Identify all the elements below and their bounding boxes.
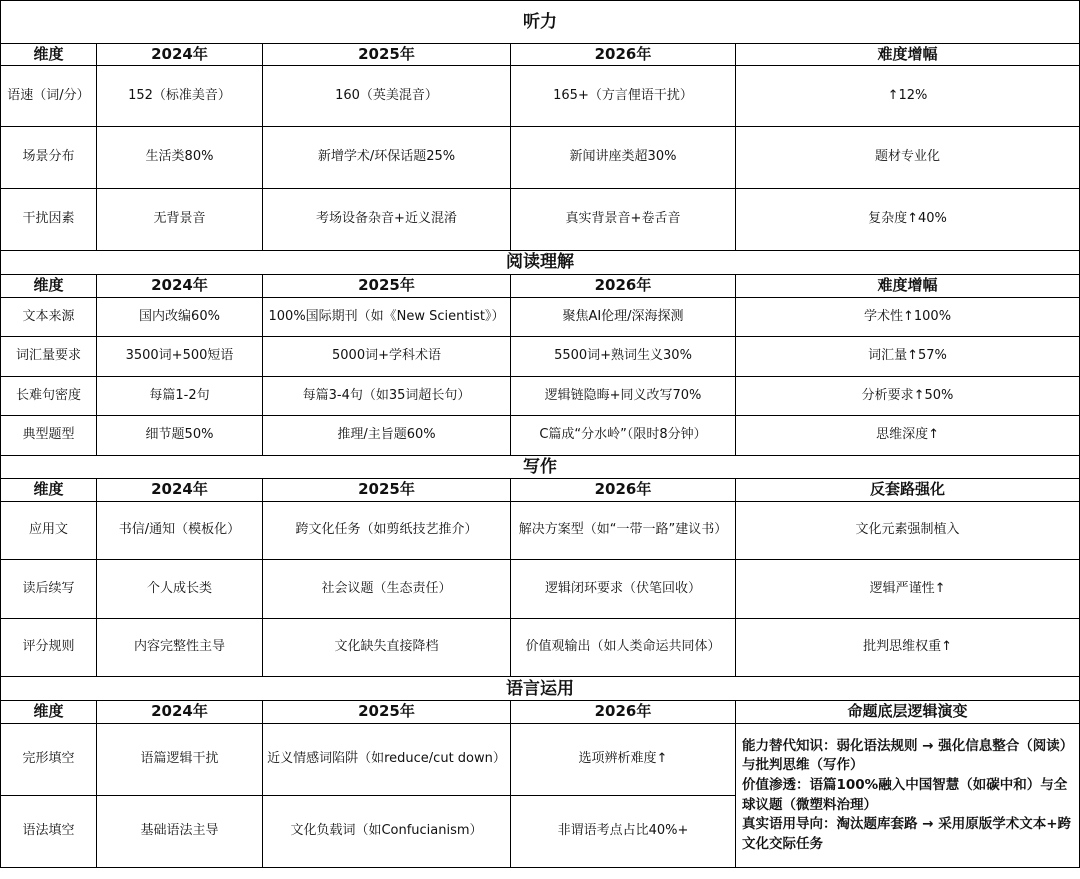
reading-section-row bbox=[1, 251, 1080, 275]
reading-table-cell: 典型题型 bbox=[1, 416, 97, 456]
writing-table-cell: 读后续写 bbox=[1, 560, 97, 619]
language-table-cell: 非谓语考点占比40%+ bbox=[511, 796, 736, 868]
reading-table-cell: 词汇量要求 bbox=[1, 337, 97, 377]
language-header-row bbox=[1, 701, 1080, 724]
reading-column-header: 2025年 bbox=[263, 275, 511, 298]
table-row bbox=[1, 66, 1080, 127]
listening-table-cell: 真实背景音+卷舌音 bbox=[511, 189, 736, 251]
reading-header-row bbox=[1, 275, 1080, 298]
language-column-header: 维度 bbox=[1, 701, 97, 724]
writing-table-cell: 内容完整性主导 bbox=[97, 619, 263, 677]
writing-table-cell: 书信/通知（模板化） bbox=[97, 502, 263, 560]
logic-evolution-cell bbox=[736, 724, 1080, 868]
reading-table-cell: 细节题50% bbox=[97, 416, 263, 456]
listening-table-cell: 新闻讲座类超30% bbox=[511, 127, 736, 189]
writing-table-cell: 文化缺失直接降档 bbox=[263, 619, 511, 677]
table-row bbox=[1, 502, 1080, 560]
listening-table-cell: 生活类80% bbox=[97, 127, 263, 189]
language-table-cell: 完形填空 bbox=[1, 724, 97, 796]
language-table-cell: 近义情感词陷阱（如reduce/cut down） bbox=[263, 724, 511, 796]
listening-table-cell: 160（英美混音） bbox=[263, 66, 511, 127]
table-row bbox=[1, 298, 1080, 337]
listening-table-cell: 场景分布 bbox=[1, 127, 97, 189]
table-row bbox=[1, 337, 1080, 377]
table-row bbox=[1, 619, 1080, 677]
language-column-header: 2024年 bbox=[97, 701, 263, 724]
writing-column-header: 反套路强化 bbox=[736, 479, 1080, 502]
listening-table-cell: 干扰因素 bbox=[1, 189, 97, 251]
reading-table-cell: 思维深度↑ bbox=[736, 416, 1080, 456]
writing-table-cell: 应用文 bbox=[1, 502, 97, 560]
reading-section-title: 阅读理解 bbox=[1, 251, 1080, 275]
table-row bbox=[1, 560, 1080, 619]
reading-column-header: 2026年 bbox=[511, 275, 736, 298]
reading-table-cell: 推理/主旨题60% bbox=[263, 416, 511, 456]
listening-table-cell: 无背景音 bbox=[97, 189, 263, 251]
reading-table-cell: 聚焦AI伦理/深海探测 bbox=[511, 298, 736, 337]
logic-point: 能力替代知识：弱化语法规则 → 强化信息整合（阅读）与批判思维（写作） bbox=[742, 737, 1067, 774]
language-table-cell: 选项辨析难度↑ bbox=[511, 724, 736, 796]
reading-table-cell: 3500词+500短语 bbox=[97, 337, 263, 377]
writing-column-header: 维度 bbox=[1, 479, 97, 502]
logic-point: 价值渗透：语篇100%融入中国智慧（如碳中和）与全球议题（微塑料治理） bbox=[742, 777, 1068, 813]
writing-table-cell: 跨文化任务（如剪纸技艺推介） bbox=[263, 502, 511, 560]
listening-section-title: 听力 bbox=[1, 1, 1080, 44]
reading-table-cell: 100%国际期刊（如《New Scientist》） bbox=[263, 298, 511, 337]
writing-table-cell: 价值观输出（如人类命运共同体） bbox=[511, 619, 736, 677]
reading-table-cell: 词汇量↑57% bbox=[736, 337, 1080, 377]
listening-column-header: 2024年 bbox=[97, 44, 263, 66]
table-row bbox=[1, 127, 1080, 189]
language-column-header: 2025年 bbox=[263, 701, 511, 724]
writing-section-title: 写作 bbox=[1, 456, 1080, 479]
writing-section-row bbox=[1, 456, 1080, 479]
table-row bbox=[1, 416, 1080, 456]
writing-table-cell: 社会议题（生态责任） bbox=[263, 560, 511, 619]
reading-table-cell: C篇成“分水岭”（限时8分钟） bbox=[511, 416, 736, 456]
writing-table-cell: 逻辑闭环要求（伏笔回收） bbox=[511, 560, 736, 619]
reading-table-cell: 每篇1-2句 bbox=[97, 377, 263, 416]
listening-table-cell: 152（标准美音） bbox=[97, 66, 263, 127]
reading-table-cell: 分析要求↑50% bbox=[736, 377, 1080, 416]
listening-table-cell: 考场设备杂音+近义混淆 bbox=[263, 189, 511, 251]
listening-table-cell: ↑12% bbox=[736, 66, 1080, 127]
language-table-cell: 语法填空 bbox=[1, 796, 97, 868]
writing-column-header: 2024年 bbox=[97, 479, 263, 502]
writing-table-cell: 评分规则 bbox=[1, 619, 97, 677]
language-column-header: 命题底层逻辑演变 bbox=[736, 701, 1080, 724]
writing-table-cell: 批判思维权重↑ bbox=[736, 619, 1080, 677]
listening-column-header: 2026年 bbox=[511, 44, 736, 66]
writing-header-row bbox=[1, 479, 1080, 502]
listening-table-cell: 题材专业化 bbox=[736, 127, 1080, 189]
table-row bbox=[1, 724, 1080, 796]
table-row bbox=[1, 189, 1080, 251]
writing-table-cell: 个人成长类 bbox=[97, 560, 263, 619]
reading-table-cell: 5000词+学科术语 bbox=[263, 337, 511, 377]
reading-table-cell: 5500词+熟词生义30% bbox=[511, 337, 736, 377]
listening-section-row bbox=[1, 1, 1080, 44]
listening-table-cell: 165+（方言俚语干扰） bbox=[511, 66, 736, 127]
listening-header-row bbox=[1, 44, 1080, 66]
listening-table-cell: 复杂度↑40% bbox=[736, 189, 1080, 251]
reading-table-cell: 每篇3-4句（如35词超长句） bbox=[263, 377, 511, 416]
logic-point: 真实语用导向：淘汰题库套路 → 采用原版学术文本+跨文化交际任务 bbox=[742, 816, 1072, 852]
table-row bbox=[1, 377, 1080, 416]
reading-table-cell: 长难句密度 bbox=[1, 377, 97, 416]
reading-column-header: 难度增幅 bbox=[736, 275, 1080, 298]
language-table-cell: 语篇逻辑干扰 bbox=[97, 724, 263, 796]
reading-table-cell: 文本来源 bbox=[1, 298, 97, 337]
writing-table-cell: 逻辑严谨性↑ bbox=[736, 560, 1080, 619]
reading-table-cell: 逻辑链隐晦+同义改写70% bbox=[511, 377, 736, 416]
language-table-cell: 文化负载词（如Confucianism） bbox=[263, 796, 511, 868]
reading-table-cell: 国内改编60% bbox=[97, 298, 263, 337]
language-section-title: 语言运用 bbox=[1, 677, 1080, 701]
writing-column-header: 2025年 bbox=[263, 479, 511, 502]
reading-column-header: 维度 bbox=[1, 275, 97, 298]
listening-table-cell: 语速（词/分） bbox=[1, 66, 97, 127]
writing-column-header: 2026年 bbox=[511, 479, 736, 502]
language-section-row bbox=[1, 677, 1080, 701]
writing-table-cell: 解决方案型（如“一带一路”建议书） bbox=[511, 502, 736, 560]
writing-table-cell: 文化元素强制植入 bbox=[736, 502, 1080, 560]
reading-table-cell: 学术性↑100% bbox=[736, 298, 1080, 337]
listening-column-header: 难度增幅 bbox=[736, 44, 1080, 66]
listening-column-header: 2025年 bbox=[263, 44, 511, 66]
listening-table-cell: 新增学术/环保话题25% bbox=[263, 127, 511, 189]
language-column-header: 2026年 bbox=[511, 701, 736, 724]
listening-column-header: 维度 bbox=[1, 44, 97, 66]
reading-column-header: 2024年 bbox=[97, 275, 263, 298]
language-table-cell: 基础语法主导 bbox=[97, 796, 263, 868]
